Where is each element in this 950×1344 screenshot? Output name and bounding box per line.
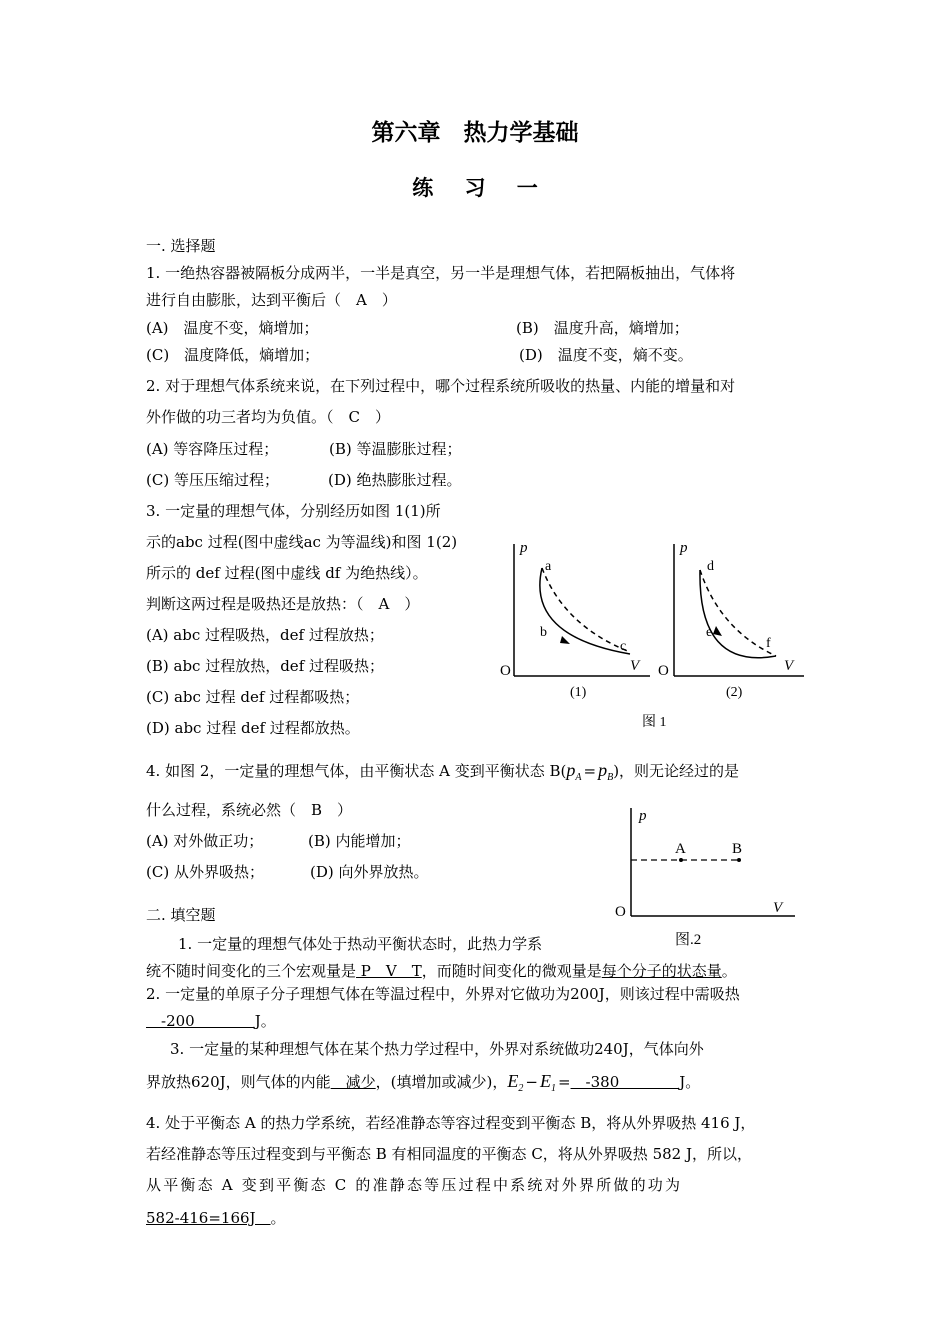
q4-line2: 什么过程，系统必然（ B ） xyxy=(146,801,353,819)
q4-line1 xyxy=(146,760,739,788)
f1-line2 xyxy=(146,961,737,981)
fig1-panel2-v-label: V xyxy=(784,658,794,674)
fig1-arrow-def xyxy=(713,626,722,636)
q4-formula-sub-a: A xyxy=(575,772,582,783)
q3-line3: 所示的 def 过程(图中虚线 df 为绝热线）。 xyxy=(146,564,428,582)
q2-option-c: (C) 等压压缩过程； xyxy=(146,471,279,489)
exercise-title: 练 习 一 xyxy=(412,176,550,200)
q4-formula-eq: = xyxy=(583,762,597,780)
f1-line1: 1. 一定量的理想气体处于热动平衡状态时，此热力学系 xyxy=(178,935,543,953)
q4-formula-pb: p xyxy=(598,760,608,780)
q4-formula-sub-b: B xyxy=(607,772,614,783)
fig2-p-label: p xyxy=(639,808,647,824)
fig1-adiabat-df xyxy=(700,570,776,656)
fig1-arrow-abc xyxy=(560,636,570,644)
f2-blank-heat: -200 xyxy=(146,1012,255,1030)
f2-end: J。 xyxy=(254,1012,276,1030)
f3-formula-e1: E xyxy=(539,1071,551,1091)
fig1-label-e: e xyxy=(706,625,713,640)
q2-line1: 2. 对于理想气体系统来说，在下列过程中，哪个过程系统所吸收的热量、内能的增量和对 xyxy=(146,377,736,395)
fig1-process-def xyxy=(700,570,776,658)
fig1-panel2-p-label: p xyxy=(680,540,688,556)
fig2-point-a xyxy=(679,858,683,862)
f1-line2-mid: ，而随时间变化的微观量是 xyxy=(421,962,602,980)
q1-option-c: (C) 温度降低，熵增加； xyxy=(146,346,320,364)
q3-option-b: (B) abc 过程放热，def 过程吸热； xyxy=(146,657,385,675)
fig1-sub2: (2) xyxy=(726,685,743,700)
q2-option-b: (B) 等温膨胀过程； xyxy=(329,440,462,458)
q4-line1-end: )，则无论经过的是 xyxy=(613,762,740,780)
fig2-v-label: V xyxy=(773,900,783,916)
f2-line2 xyxy=(146,1011,276,1031)
fig1-sub1: (1) xyxy=(570,685,587,700)
fig1-label-d: d xyxy=(707,559,714,574)
fig2-origin: O xyxy=(615,904,626,920)
fig1-panel1-p-label: p xyxy=(520,540,528,556)
fig1-panel2-origin: O xyxy=(658,663,669,679)
f1-blank-macroscopic: P V T xyxy=(356,962,422,980)
fig1-isotherm-ac xyxy=(542,568,630,652)
q3-line2: 示的abc 过程(图中虚线ac 为等温线)和图 1(2) xyxy=(146,533,458,551)
q4-option-d: (D) 向外界放热。 xyxy=(310,863,429,881)
fig2-caption: 图.2 xyxy=(675,932,702,948)
fig1-label-b: b xyxy=(540,625,547,640)
q1-option-d: (D) 温度不变，熵不变。 xyxy=(519,346,693,364)
q1-line1: 1. 一绝热容器被隔板分成两半，一半是真空，另一半是理想气体，若把隔板抽出，气体将 xyxy=(146,264,736,282)
fig2-label-b: B xyxy=(732,841,743,857)
f3-blank-delta-e: -380 xyxy=(570,1073,680,1091)
f3-line1: 3. 一定量的某种理想气体在某个热力学过程中，外界对系统做功240J，气体向外 xyxy=(170,1040,704,1058)
q3-option-c: (C) abc 过程 def 过程都吸热； xyxy=(146,688,360,706)
f4-line4 xyxy=(146,1208,286,1228)
f4-line2: 若经准静态等压过程变到与平衡态 B 有相同温度的平衡态 C，将从外界吸热 582 J，所以， xyxy=(146,1145,752,1163)
f3-line2-pre: 界放热620J，则气体的内能 xyxy=(146,1073,331,1091)
f4-end: 。 xyxy=(270,1209,286,1227)
figure-2 xyxy=(605,800,805,950)
q1-line2: 进行自由膨胀，达到平衡后（ A ） xyxy=(146,291,397,309)
q4-option-c: (C) 从外界吸热； xyxy=(146,863,264,881)
q2-line2: 外作做的功三者均为负值。（ C ） xyxy=(146,408,390,426)
fig1-panel1-origin: O xyxy=(500,663,511,679)
f1-line2-end: 。 xyxy=(721,962,737,980)
fig1-caption: 图 1 xyxy=(642,715,667,730)
f3-formula-e2: E xyxy=(507,1071,519,1091)
f3-line2 xyxy=(146,1071,700,1099)
section-choice-heading: 一. 选择题 xyxy=(146,237,216,255)
fig1-label-a: a xyxy=(545,559,552,574)
fig1-label-c: c xyxy=(620,639,627,654)
q4-formula-pa: p xyxy=(566,760,576,780)
q3-line4: 判断这两过程是吸热还是放热：（ A ） xyxy=(146,595,420,613)
f3-blank-internal-energy: 减少 xyxy=(330,1073,376,1091)
fig2-point-b xyxy=(737,858,741,862)
chapter-title: 第六章 热力学基础 xyxy=(371,120,579,146)
f3-line2-mid: ，(填增加或减少)， xyxy=(375,1073,508,1091)
fig1-label-f: f xyxy=(766,636,771,651)
q4-line1-text: 4. 如图 2，一定量的理想气体，由平衡状态 A 变到平衡状态 B( xyxy=(146,762,567,780)
q2-option-a: (A) 等容降压过程； xyxy=(146,440,279,458)
f2-line1: 2. 一定量的单原子分子理想气体在等温过程中，外界对它做功为200J，则该过程中需吸热 xyxy=(146,985,740,1003)
q3-line1: 3. 一定量的理想气体，分别经历如图 1(1)所 xyxy=(146,502,441,520)
q2-option-d: (D) 绝热膨胀过程。 xyxy=(328,471,462,489)
f3-end: J。 xyxy=(679,1073,701,1091)
q3-option-d: (D) abc 过程 def 过程都放热。 xyxy=(146,719,360,737)
q4-option-a: (A) 对外做正功； xyxy=(146,832,264,850)
f3-formula-sub1: 1 xyxy=(550,1083,556,1094)
f4-blank-work: 582-416=166J xyxy=(146,1209,271,1227)
section-fill-heading: 二. 填空题 xyxy=(146,906,216,924)
f3-formula-sub2: 2 xyxy=(518,1083,524,1094)
f1-blank-microscopic: 每个分子的状态量 xyxy=(601,962,722,980)
f1-line2-pre: 统不随时间变化的三个宏观量是 xyxy=(146,962,357,980)
q3-option-a: (A) abc 过程吸热，def 过程放热； xyxy=(146,626,384,644)
q4-option-b: (B) 内能增加； xyxy=(308,832,411,850)
fig1-process-abc xyxy=(540,568,630,654)
fig1-panel1-v-label: V xyxy=(630,658,640,674)
q1-option-b: (B) 温度升高，熵增加； xyxy=(516,319,689,337)
f3-formula-minus: − xyxy=(525,1073,538,1091)
q1-option-a: (A) 温度不变，熵增加； xyxy=(146,319,319,337)
fig2-label-a: A xyxy=(675,841,686,857)
f4-line3: 从平衡态 A 变到平衡态 C 的准静态等压过程中系统对外界所做的功为 xyxy=(146,1176,683,1194)
f4-line1: 4. 处于平衡态 A 的热力学系统，若经准静态等容过程变到平衡态 B，将从外界吸热 416 J， xyxy=(146,1114,756,1132)
figure-1 xyxy=(490,530,820,735)
f3-formula-eq: = xyxy=(557,1073,571,1091)
